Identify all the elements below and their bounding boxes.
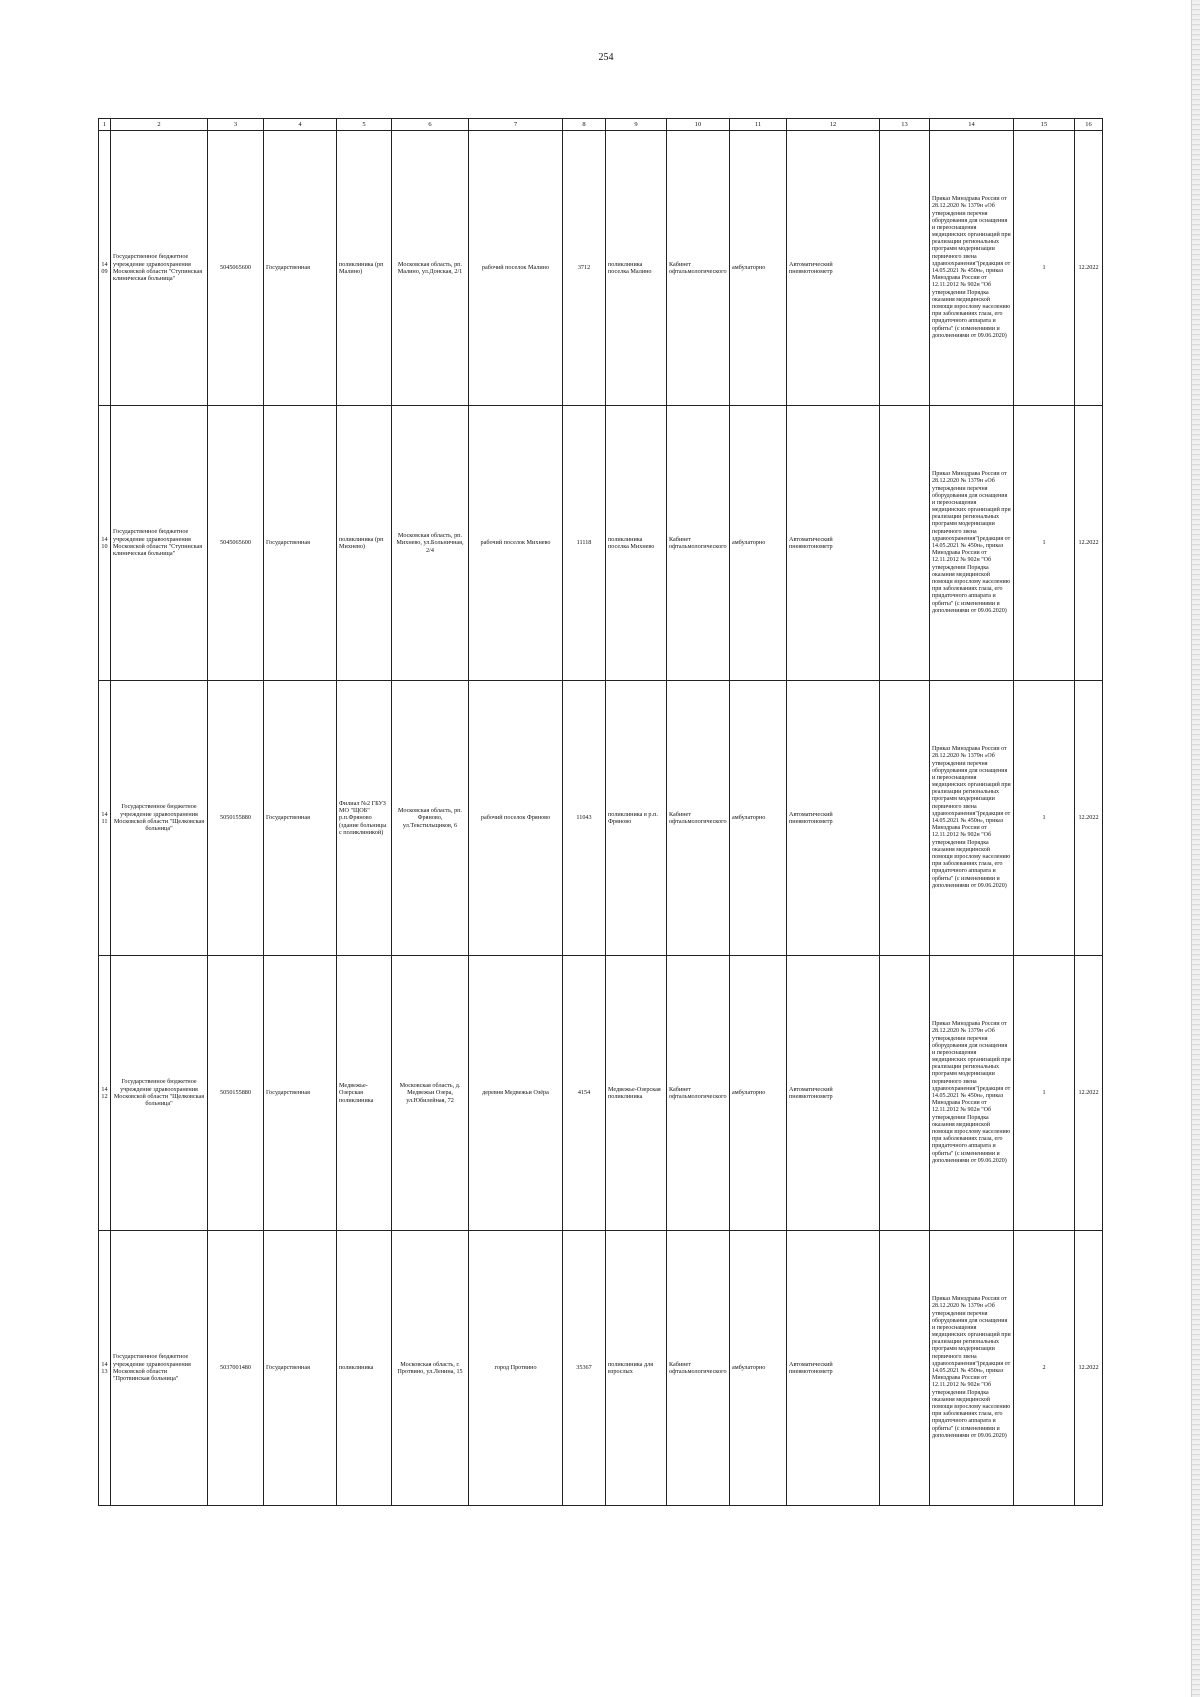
column-number: 10 bbox=[667, 119, 730, 131]
address: Московская область, рп. Малино, ул.Донская, 2/1 bbox=[392, 131, 469, 406]
due-date: 12.2022 bbox=[1075, 1231, 1103, 1506]
column-number: 11 bbox=[730, 119, 787, 131]
equipment: Автоматический пневмотонометр bbox=[787, 681, 880, 956]
column-number: 8 bbox=[563, 119, 606, 131]
cabinet: Кабинет офтальмологического bbox=[667, 131, 730, 406]
table-row bbox=[99, 131, 1103, 406]
column-number: 13 bbox=[880, 119, 930, 131]
ownership-form: Государственная bbox=[264, 406, 337, 681]
quantity: 1 bbox=[1014, 406, 1075, 681]
cabinet: Кабинет офтальмологического bbox=[667, 681, 730, 956]
care-type: амбулаторно bbox=[730, 406, 787, 681]
legal-basis: Приказ Минздрава России от 28.12.2020 № 1379н «Об утверждении перечня оборудования для оснащения и переоснащения медицинских организаций при реализации региональных программ модернизации первичного звена здравоохранения"(редакция от 14.05.2021 № 450н», приказ Минздрава России от 12.11.2012 № 902н "Об утверждении Порядка оказания медицинской помощи взрослому населению при заболеваниях глаза, его придаточного аппарата и орбиты" (с изменениями и дополнениями от 09.06.2020) bbox=[930, 1231, 1014, 1506]
settlement: рабочий поселок Михнево bbox=[469, 406, 563, 681]
settlement: деревня Медвежьи Озёра bbox=[469, 956, 563, 1231]
column-number: 2 bbox=[111, 119, 208, 131]
ownership-form: Государственная bbox=[264, 131, 337, 406]
table-row bbox=[99, 956, 1103, 1231]
subdivision: Медвежье-Озерская поликлиника bbox=[337, 956, 392, 1231]
column-number: 5 bbox=[337, 119, 392, 131]
ownership-form: Государственная bbox=[264, 1231, 337, 1506]
column-number: 1 bbox=[99, 119, 111, 131]
population: 35367 bbox=[563, 1231, 606, 1506]
table-row bbox=[99, 681, 1103, 956]
organization-name: Государственное бюджетное учреждение здравоохранения Московской области "Ступинская клиническая больница" bbox=[111, 406, 208, 681]
equipment: Автоматический пневмотонометр bbox=[787, 1231, 880, 1506]
address: Московская область, рп. Михнево, ул.Больничная, 2/4 bbox=[392, 406, 469, 681]
inn: 5045065600 bbox=[208, 131, 264, 406]
equipment-registry-table bbox=[98, 118, 1103, 1506]
address: Московская область, рп. Фряново, ул.Текстильщиков, 6 bbox=[392, 681, 469, 956]
column-number: 6 bbox=[392, 119, 469, 131]
facility: Медвежье-Озерская поликлиника bbox=[606, 956, 667, 1231]
due-date: 12.2022 bbox=[1075, 131, 1103, 406]
facility: поликлиника поселка Малино bbox=[606, 131, 667, 406]
row-number: 1411 bbox=[99, 681, 111, 956]
equipment: Автоматический пневмотонометр bbox=[787, 131, 880, 406]
care-type: амбулаторно bbox=[730, 681, 787, 956]
inn: 5050155880 bbox=[208, 956, 264, 1231]
subdivision: поликлиника (рп Малино) bbox=[337, 131, 392, 406]
inn: 5050155880 bbox=[208, 681, 264, 956]
organization-name: Государственное бюджетное учреждение здравоохранения Московской области "Ступинская клиническая больница" bbox=[111, 131, 208, 406]
population: 4154 bbox=[563, 956, 606, 1231]
subdivision: поликлиника bbox=[337, 1231, 392, 1506]
organization-name: Государственное бюджетное учреждение здравоохранения Московской области "Щелковская больница" bbox=[111, 956, 208, 1231]
legal-basis: Приказ Минздрава России от 28.12.2020 № 1379н «Об утверждении перечня оборудования для оснащения и переоснащения медицинских организаций при реализации региональных программ модернизации первичного звена здравоохранения"(редакция от 14.05.2021 № 450н», приказ Минздрава России от 12.11.2012 № 902н "Об утверждении Порядка оказания медицинской помощи взрослому населению при заболеваниях глаза, его придаточного аппарата и орбиты" (с изменениями и дополнениями от 09.06.2020) bbox=[930, 406, 1014, 681]
column-number: 16 bbox=[1075, 119, 1103, 131]
row-number: 1413 bbox=[99, 1231, 111, 1506]
settlement: рабочий поселок Фряново bbox=[469, 681, 563, 956]
column-number: 7 bbox=[469, 119, 563, 131]
quantity: 1 bbox=[1014, 681, 1075, 956]
population: 11043 bbox=[563, 681, 606, 956]
scan-edge-strip bbox=[1192, 0, 1200, 1697]
table-row bbox=[99, 1231, 1103, 1506]
table-row bbox=[99, 406, 1103, 681]
subdivision: Филиал №2 ГБУЗ МО "ЩОБ" р.п.Фряново (здание больницы с поликлиникой) bbox=[337, 681, 392, 956]
legal-basis: Приказ Минздрава России от 28.12.2020 № 1379н «Об утверждении перечня оборудования для оснащения и переоснащения медицинских организаций при реализации региональных программ модернизации первичного звена здравоохранения"(редакция от 14.05.2021 № 450н», приказ Минздрава России от 12.11.2012 № 902н "Об утверждении Порядка оказания медицинской помощи взрослому населению при заболеваниях глаза, его придаточного аппарата и орбиты" (с изменениями и дополнениями от 09.06.2020) bbox=[930, 131, 1014, 406]
quantity: 2 bbox=[1014, 1231, 1075, 1506]
due-date: 12.2022 bbox=[1075, 681, 1103, 956]
cabinet: Кабинет офтальмологического bbox=[667, 1231, 730, 1506]
facility: поликлиника поселка Михнево bbox=[606, 406, 667, 681]
organization-name: Государственное бюджетное учреждение здравоохранения Московской области "Протвинская больница" bbox=[111, 1231, 208, 1506]
row-number: 1412 bbox=[99, 956, 111, 1231]
due-date: 12.2022 bbox=[1075, 406, 1103, 681]
inn: 5045065600 bbox=[208, 406, 264, 681]
population: 3712 bbox=[563, 131, 606, 406]
row-number: 1410 bbox=[99, 406, 111, 681]
legal-basis: Приказ Минздрава России от 28.12.2020 № 1379н «Об утверждении перечня оборудования для оснащения и переоснащения медицинских организаций при реализации региональных программ модернизации первичного звена здравоохранения"(редакция от 14.05.2021 № 450н», приказ Минздрава России от 12.11.2012 № 902н "Об утверждении Порядка оказания медицинской помощи взрослому населению при заболеваниях глаза, его придаточного аппарата и орбиты" (с изменениями и дополнениями от 09.06.2020) bbox=[930, 956, 1014, 1231]
due-date: 12.2022 bbox=[1075, 956, 1103, 1231]
settlement: город Протвино bbox=[469, 1231, 563, 1506]
care-type: амбулаторно bbox=[730, 1231, 787, 1506]
equipment: Автоматический пневмотонометр bbox=[787, 406, 880, 681]
column-13 bbox=[880, 406, 930, 681]
care-type: амбулаторно bbox=[730, 131, 787, 406]
column-13 bbox=[880, 1231, 930, 1506]
column-number: 4 bbox=[264, 119, 337, 131]
column-13 bbox=[880, 131, 930, 406]
population: 11118 bbox=[563, 406, 606, 681]
address: Московская область, д. Медвежьи Озера, ул.Юбилейная, 72 bbox=[392, 956, 469, 1231]
column-number: 14 bbox=[930, 119, 1014, 131]
cabinet: Кабинет офтальмологического bbox=[667, 956, 730, 1231]
inn: 5037001480 bbox=[208, 1231, 264, 1506]
facility: поликлиника для взрослых bbox=[606, 1231, 667, 1506]
facility: поликлиника в р.п. Фряново bbox=[606, 681, 667, 956]
column-number: 15 bbox=[1014, 119, 1075, 131]
column-number: 12 bbox=[787, 119, 880, 131]
column-number: 9 bbox=[606, 119, 667, 131]
column-number-row bbox=[99, 119, 1103, 131]
legal-basis: Приказ Минздрава России от 28.12.2020 № 1379н «Об утверждении перечня оборудования для оснащения и переоснащения медицинских организаций при реализации региональных программ модернизации первичного звена здравоохранения"(редакция от 14.05.2021 № 450н», приказ Минздрава России от 12.11.2012 № 902н "Об утверждении Порядка оказания медицинской помощи взрослому населению при заболеваниях глаза, его придаточного аппарата и орбиты" (с изменениями и дополнениями от 09.06.2020) bbox=[930, 681, 1014, 956]
ownership-form: Государственная bbox=[264, 681, 337, 956]
equipment: Автоматический пневмотонометр bbox=[787, 956, 880, 1231]
subdivision: поликлиника (рп Михнево) bbox=[337, 406, 392, 681]
column-number: 3 bbox=[208, 119, 264, 131]
address: Московская область, г. Протвино, ул.Ленина, 15 bbox=[392, 1231, 469, 1506]
care-type: амбулаторно bbox=[730, 956, 787, 1231]
page-number: 254 bbox=[598, 52, 614, 63]
organization-name: Государственное бюджетное учреждение здравоохранения Московской области "Щелковская больница" bbox=[111, 681, 208, 956]
quantity: 1 bbox=[1014, 956, 1075, 1231]
column-13 bbox=[880, 681, 930, 956]
settlement: рабочий поселок Малино bbox=[469, 131, 563, 406]
row-number: 1409 bbox=[99, 131, 111, 406]
ownership-form: Государственная bbox=[264, 956, 337, 1231]
cabinet: Кабинет офтальмологического bbox=[667, 406, 730, 681]
column-13 bbox=[880, 956, 930, 1231]
quantity: 1 bbox=[1014, 131, 1075, 406]
